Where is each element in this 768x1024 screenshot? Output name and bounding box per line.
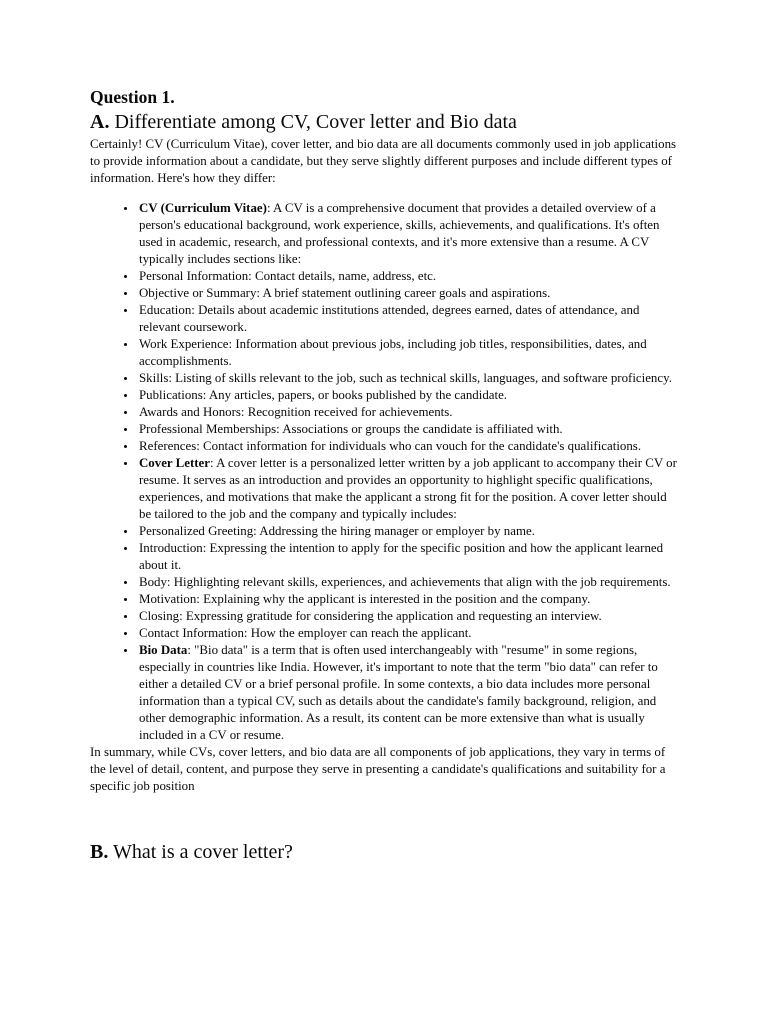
section-a-prefix: A.	[90, 111, 110, 133]
list-item-text: Professional Memberships: Associations or groups the candidate is affiliated with.	[139, 422, 563, 436]
list-item-text: Introduction: Expressing the intention to apply for the specific position and how the applicant learned about it.	[139, 541, 664, 572]
list-item	[137, 336, 680, 370]
section-b-prefix: B.	[90, 841, 109, 863]
list-item	[137, 438, 680, 455]
list-item-text: : "Bio data" is a term that is often used interchangeably with "resume" in some regions, especially in countries like India. However, it's important to note that the term "bio data" can refer to either a detailed CV or a brief personal profile. In some contexts, a bio data includes more personal information than a typical CV, such as details about the candidate's family background, religion, and other demographic information. As a result, its content can be more extensive than what is usually included in a CV or resume.	[139, 643, 658, 742]
list-item-text: Awards and Honors: Recognition received for achievements.	[139, 405, 453, 419]
list-item-text: Education: Details about academic institutions attended, degrees earned, dates of attendance, and relevant coursework.	[139, 303, 640, 334]
question-title: Question 1.	[90, 87, 175, 107]
list-item-lead: Bio Data	[139, 643, 188, 657]
section-b-heading	[90, 839, 680, 865]
list-item	[137, 625, 680, 642]
list-item-text: : A CV is a comprehensive document that provides a detailed overview of a person's educational background, work experience, skills, achievements, and qualifications. It's often used in academic, research, and professional contexts, and it's more extensive than a resume. A CV typically includes sections like:	[139, 201, 660, 266]
list-item-text: Personalized Greeting: Addressing the hiring manager or employer by name.	[139, 524, 535, 538]
list-item	[137, 455, 680, 523]
list-item-text: Contact Information: How the employer can reach the applicant.	[139, 626, 472, 640]
list-item-text: Skills: Listing of skills relevant to the job, such as technical skills, languages, and software proficiency.	[139, 371, 672, 385]
bullet-list	[90, 200, 680, 744]
list-item	[137, 642, 680, 744]
list-item	[137, 540, 680, 574]
list-item	[137, 421, 680, 438]
list-item	[137, 370, 680, 387]
list-item-text: Work Experience: Information about previous jobs, including job titles, responsibilities, dates, and accomplishments.	[139, 337, 647, 368]
list-item	[137, 268, 680, 285]
section-b-title: What is a cover letter?	[108, 841, 293, 863]
list-item-text: Body: Highlighting relevant skills, experiences, and achievements that align with the job requirements.	[139, 575, 671, 589]
list-item-text: Closing: Expressing gratitude for considering the application and requesting an interview.	[139, 609, 602, 623]
list-item-text: Objective or Summary: A brief statement outlining career goals and aspirations.	[139, 286, 551, 300]
intro-paragraph: Certainly! CV (Curriculum Vitae), cover letter, and bio data are all documents commonly used in job applications to provide information about a candidate, but they serve slightly different purposes and include different types of information. Here's how they differ:	[90, 137, 677, 185]
list-item-lead: Cover Letter	[139, 456, 210, 470]
list-item	[137, 200, 680, 268]
list-item-lead: CV (Curriculum Vitae)	[139, 201, 267, 215]
list-item	[137, 285, 680, 302]
list-item	[137, 574, 680, 591]
list-item	[137, 404, 680, 421]
list-item-text: Personal Information: Contact details, name, address, etc.	[139, 269, 437, 283]
list-item	[137, 302, 680, 336]
list-item	[137, 608, 680, 625]
summary-paragraph: In summary, while CVs, cover letters, and bio data are all components of job applications, they vary in terms of the level of detail, content, and purpose they serve in presenting a candidate's qualifications and suitability for a specific job position	[90, 745, 666, 793]
list-item-text: Publications: Any articles, papers, or books published by the candidate.	[139, 388, 508, 402]
section-a-heading	[90, 109, 680, 135]
list-item-text: Motivation: Explaining why the applicant is interested in the position and the company.	[139, 592, 591, 606]
list-item	[137, 387, 680, 404]
list-item	[137, 523, 680, 540]
list-item	[137, 591, 680, 608]
list-item-text: References: Contact information for individuals who can vouch for the candidate's qualifications.	[139, 439, 642, 453]
section-a-title: Differentiate among CV, Cover letter and Bio data	[109, 111, 517, 133]
list-item-text: : A cover letter is a personalized letter written by a job applicant to accompany their CV or resume. It serves as an introduction and provides an opportunity to highlight specific qualifications, experiences, and motivations that make the applicant a strong fit for the position. A cover letter should be tailored to the job and the company and typically includes:	[139, 456, 677, 521]
